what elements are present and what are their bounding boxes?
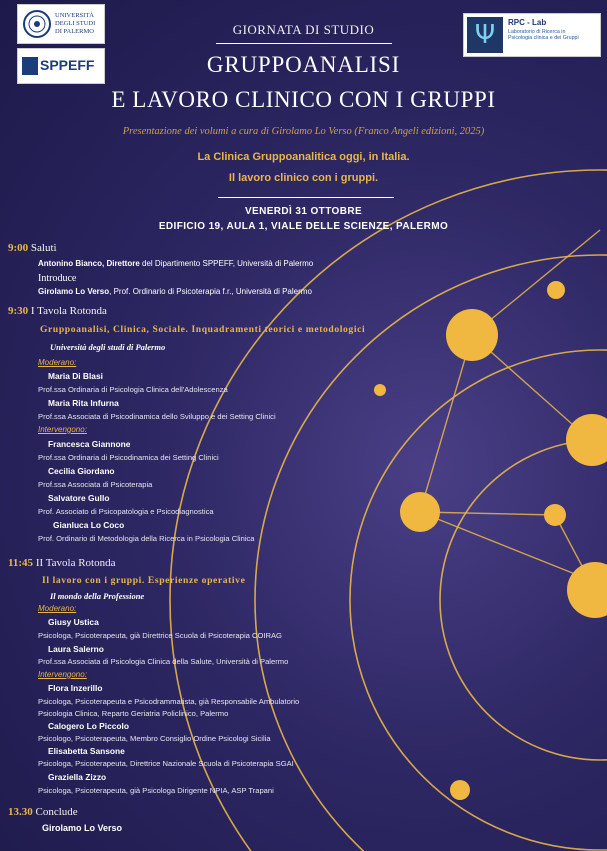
- introduce-label: Introduce: [38, 273, 77, 284]
- conclude-time: 13.30: [8, 806, 33, 818]
- kicker: GIORNATA DI STUDIO: [232, 22, 375, 37]
- kicker-rule: [216, 43, 392, 44]
- rpc-title: RPC - Lab: [508, 18, 547, 27]
- tavola2-intervengono: Intervengono:: [38, 670, 87, 679]
- unipa-line1: UNIVERSITÀ: [55, 12, 94, 19]
- tavola2-heading: [8, 557, 116, 569]
- tavola1-label: I Tavola Rotonda: [30, 305, 107, 317]
- sppeff-text: SPPEFF: [40, 57, 95, 73]
- t1-int4-role: Prof. Ordinario di Metodologia della Ricerca in Psicologia Clinica: [38, 534, 255, 543]
- tavola1-moderano: Moderano:: [38, 358, 77, 367]
- event-place: EDIFICIO 19, AULA 1, VIALE DELLE SCIENZE, PALERMO: [158, 221, 449, 232]
- saluti-heading: [8, 242, 57, 254]
- t2-mod2-role: Prof.ssa Associata di Psicologia Clinica della Salute, Università di Palermo: [38, 657, 289, 666]
- tavola1-subtitle: Università degli studi di Palermo: [50, 342, 166, 352]
- subtitle-line1: La Clinica Gruppoanalitica oggi, in Italia.: [197, 151, 410, 163]
- event-date: VENERDÌ 31 OTTOBRE: [244, 206, 363, 217]
- university-seal-icon: [22, 9, 52, 39]
- unipa-line3: DI PALERMO: [55, 28, 94, 35]
- tavola2-title: Il lavoro con i gruppi. Esperienze operative: [42, 575, 246, 586]
- tavola1-title: Gruppoanalisi, Clinica, Sociale. Inquadramenti teorici e metodologici: [40, 324, 366, 335]
- tavola1-time: 9:30: [8, 305, 29, 317]
- node-small-3: [450, 780, 470, 800]
- tavola2-moderano: Moderano:: [38, 604, 77, 613]
- node-small-2: [547, 281, 565, 299]
- t1-mod1-name: Maria Di Blasi: [48, 371, 103, 381]
- tavola2-label: II Tavola Rotonda: [35, 557, 116, 569]
- saluti-label: Saluti: [30, 242, 57, 254]
- t2-int4-name: Graziella Zizzo: [48, 772, 107, 782]
- t1-int1-name: Francesca Giannone: [48, 439, 131, 449]
- t1-int3-name: Salvatore Gullo: [48, 493, 110, 503]
- subtitle-line2: Il lavoro clinico con i gruppi.: [228, 172, 379, 184]
- conclude-heading: [8, 806, 78, 818]
- t1-mod2-role: Prof.ssa Associata di Psicodinamica dello Sviluppo e dei Setting Clinici: [38, 412, 276, 421]
- node-large-1: [446, 309, 498, 361]
- t1-int2-name: Cecilia Giordano: [48, 466, 115, 476]
- t2-int3-name: Elisabetta Sansone: [48, 746, 125, 756]
- t1-mod2-name: Maria Rita Infurna: [48, 398, 119, 408]
- tavola1-intervengono: Intervengono:: [38, 425, 87, 434]
- date-rule: [218, 197, 394, 198]
- t2-int1-role: Psicologa, Psicoterapeuta e Psicodrammatista, già Responsabile Ambulatorio: [38, 697, 300, 706]
- t2-int2-role: Psicologo, Psicoterapeuta, Membro Consiglio Ordine Psicologi Sicilia: [38, 734, 271, 743]
- node-small-1: [544, 504, 566, 526]
- tavola2-subtitle: Il mondo della Professione: [50, 591, 145, 601]
- saluti-speaker2: Girolamo Lo Verso, Prof. Ordinario di Psicoterapia f.r., Università di Palermo: [38, 287, 312, 296]
- title-line1: GRUPPOANALISI: [206, 52, 401, 77]
- saluti-speaker1: Antonino Bianco, Direttore del Dipartimento SPPEFF, Università di Palermo: [38, 259, 314, 268]
- rpc-line2: Psicologia clinica e dei Gruppi: [508, 35, 579, 41]
- t1-mod1-role: Prof.ssa Ordinaria di Psicologia Clinica dell'Adolescenza: [38, 385, 228, 394]
- t1-int4-name: Gianluca Lo Coco: [53, 520, 125, 530]
- unipa-line2: DEGLI STUDI: [55, 20, 96, 27]
- t2-mod1-role: Psicologa, Psicoterapeuta, già Direttrice Scuola di Psicoterapia COIRAG: [38, 631, 282, 640]
- node-large-3: [566, 414, 607, 466]
- t2-mod1-name: Giusy Ustica: [48, 617, 99, 627]
- t1-int3-role: Prof. Associato di Psicopatologia e Psicodiagnostica: [38, 507, 214, 516]
- title-line2: E LAVORO CLINICO CON I GRUPPI: [111, 87, 496, 112]
- t2-mod2-name: Laura Salerno: [48, 644, 104, 654]
- t2-int4-role: Psicologa, Psicoterapeuta, già Psicologa Dirigente NPIA, ASP Trapani: [38, 786, 274, 795]
- node-small-4: [374, 384, 386, 396]
- t2-int2-name: Calogero Lo Piccolo: [48, 721, 129, 731]
- node-large-2: [400, 492, 440, 532]
- unipa-logo: [17, 4, 105, 44]
- node-large-4: [567, 562, 607, 618]
- conclude-speaker: Girolamo Lo Verso: [42, 823, 123, 833]
- t2-int3-role: Psicologa, Psicoterapeuta, Direttrice Nazionale Scuola di Psicoterapia SGAI: [38, 759, 294, 768]
- t1-int1-role: Prof.ssa Ordinaria di Psicodinamica dei Setting Clinici: [38, 453, 219, 462]
- conclude-label: Conclude: [35, 806, 78, 818]
- presentation-line: Presentazione dei volumi a cura di Girolamo Lo Verso (Franco Angeli edizioni, 2025): [122, 126, 485, 137]
- rpc-lab-logo: [463, 13, 601, 57]
- tavola1-heading: [8, 305, 107, 317]
- t1-int2-role: Prof.ssa Associata di Psicoterapia: [38, 480, 153, 489]
- t2-int1-role2: Psicologia Clinica, Reparto Geriatria Policlinico, Palermo: [38, 709, 229, 718]
- t2-int1-name: Flora Inzerillo: [48, 683, 103, 693]
- psi-icon: Ψ: [467, 17, 503, 53]
- rpc-line1: Laboratorio di Ricerca in: [508, 29, 566, 35]
- saluti-time: 9:00: [8, 242, 29, 254]
- tavola2-time: 11:45: [8, 557, 34, 569]
